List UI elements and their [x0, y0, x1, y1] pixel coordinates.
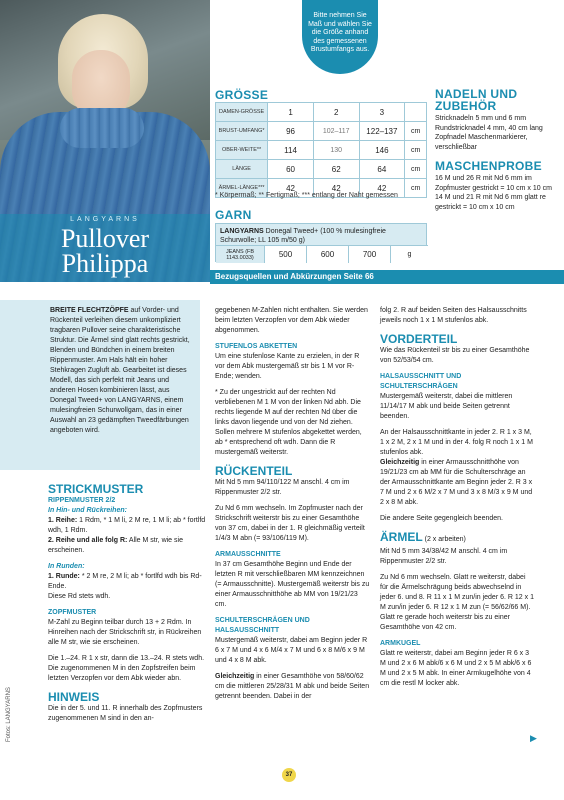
- gleichzeitig-label: Gleichzeitig: [215, 673, 255, 680]
- unit-cell: g: [390, 246, 428, 263]
- table-cell: 42: [313, 179, 359, 198]
- needles-text: Stricknadeln 5 mm und 6 mm Rundstricknadel 4 mm, 40 cm lang Zopfnadel Maschenmarkierer, verschließbar: [435, 115, 543, 151]
- reference-bar: Bezugsquellen und Abkürzungen Seite 66: [210, 270, 564, 284]
- page-number: 37: [282, 768, 296, 782]
- heading-aermel: [380, 530, 535, 547]
- paragraph: Die andere Seite gegengleich beenden.: [380, 515, 503, 522]
- table-cell: 42: [268, 179, 314, 198]
- round-1-label: 1. Runde:: [48, 573, 80, 580]
- paragraph-text: An der Halsausschnittkante in jeder 2. R 1 x 3 M, 1 x 2 M, 2 x 1 M und in der 4. folg R noch 1 x 1 M stufenlos abk.: [380, 429, 533, 456]
- yarn-text: Donegal Tweed+ (100 % mulesingfreie Schurwolle; LL 105 m/50 g): [220, 228, 386, 244]
- column-1: [48, 478, 206, 730]
- heading-armausschnitte: ARMAUSSCHNITTE: [215, 551, 281, 558]
- continue-arrow-icon: ▶: [530, 733, 537, 743]
- aermel-note: (2 x arbeiten): [422, 536, 466, 543]
- paragraph: Mit Nd 5 mm 34/38/42 M anschl. 4 cm im Rippenmuster 2/2 str.: [380, 548, 508, 565]
- table-row: [216, 122, 427, 141]
- paragraph: Die 1.–24. R 1 x str, dann die 13.–24. R stets wdh. Die zugenommenen M in den Zopfstreifen beim letzten Verzopfen vor dem Abk wieder abn.: [48, 655, 205, 682]
- paragraph: [380, 428, 535, 508]
- column-2: [215, 306, 370, 708]
- heading-schulter: SCHULTERSCHRÄGEN UND HALSAUSSCHNITT: [215, 617, 310, 634]
- unit-cell: [405, 103, 427, 122]
- paragraph: Mustergemäß weiterstr, dabei am Beginn jeder R 6 x 7 M und 4 x 6 M/4 x 7 M und 6 x 8 M/6 x 9 M und 4 x 8 M abk.: [215, 637, 368, 664]
- photo-credit: Fotos: LANGYARNS: [6, 687, 12, 742]
- paragraph: [48, 516, 206, 556]
- heading-strickmuster: STRICKMUSTER: [48, 482, 144, 496]
- paragraph: M-Zahl zu Beginn teilbar durch 13 + 2 Rdm. In Hinreihen nach der Strickschrift str, in Rückreihen alle M str, wie sie erscheinen.: [48, 619, 202, 646]
- size-footnote: * Körpermaß; ** Fertigmaß; *** entlang der Naht gemessen: [215, 192, 398, 199]
- column-3: [380, 306, 535, 695]
- section-title-gauge: MASCHENPROBE: [435, 159, 542, 173]
- unit-cell: cm: [405, 122, 427, 141]
- intro-lead: BREITE FLECHTZÖPFE: [50, 307, 129, 314]
- yarn-amount: 600: [306, 246, 348, 263]
- paragraph: Zu Nd 6 mm wechseln. Im Zopfmuster nach der Strickschrift weiterstr bis zu einer Gesamthöhe von 37 cm, dabei in der 1. R gleichmäßig verteilt 1/4/3 M abn (= 93/106/119 M).: [215, 505, 365, 542]
- title-line-1: Pullover: [60, 224, 150, 253]
- row-label: DAMEN-GRÖSSE: [216, 103, 268, 122]
- table-cell: 122–137: [359, 122, 405, 141]
- table-cell: 3: [359, 103, 405, 122]
- row-label: BRUST-UMFANG*: [216, 122, 268, 141]
- paragraph: Zu Nd 6 mm wechseln. Glatt re weiterstr, dabei für die Ärmelschrägung beids abwechselnd in jeder 6. und 8. R 11 x 1 M zun/in jeder 6. R 12 x 1 M zun/in jeder 6. R 12 x 1 M zun (= 56/62/66 M). Glatt re gerade hoch weiterstr bis zu einer Gesamthöhe von 42 cm.: [380, 574, 534, 631]
- intro-text: [50, 306, 196, 436]
- heading-zopfmuster: ZOPFMUSTER: [48, 609, 97, 616]
- yarn-amount: 700: [348, 246, 390, 263]
- table-cell: 42: [359, 179, 405, 198]
- row-label: LÄNGE: [216, 160, 268, 179]
- table-cell: 130: [313, 141, 359, 160]
- paragraph: * Zu der ungestrickt auf der rechten Nd verbliebenen M 1 M von der linken Nd abh. Die rechts liegende M auf der rechten Nd über die links davon liegende und von der Nd ziehen. Sollen mehrere M stufenlos abgekettet werden, ab * entsprechend oft wdh. Dann die R mustergemäß weiterstr.: [215, 389, 362, 456]
- paragraph: Glatt re weiterstr, dabei am Beginn jeder R 6 x 3 M und 2 x 6 M abk/6 x 6 M und 2 x 5 M abk/6 x 6 M und 2 x 5 M abk. In einer Armkugelhöhe von 4 cm die restl M locker abk.: [380, 650, 532, 687]
- heading-hinweis: HINWEIS: [48, 690, 100, 704]
- table-cell: 62: [313, 160, 359, 179]
- row-label: OBER-WEITE**: [216, 141, 268, 160]
- unit-cell: cm: [405, 160, 427, 179]
- row-label: ÄRMEL-LÄNGE***: [216, 179, 268, 198]
- table-row: [216, 103, 427, 122]
- heading-stufenlos: STUFENLOS ABKETTEN: [215, 343, 298, 350]
- paragraph: In 37 cm Gesamthöhe Beginn und Ende der letzten R mit verschließbaren MM kennzeichnen (= Armausschnitte). Mustergemäß weiterstr bis zu einer Armausschnitthöhe ab MM von 19/21/23 cm.: [215, 561, 370, 608]
- section-title-needles: NADELN UND ZUBEHÖR: [435, 87, 518, 113]
- table-cell: 102–117: [313, 122, 359, 141]
- turtleneck-collar: [60, 108, 144, 148]
- paragraph: Die in der 5. und 11. R innerhalb des Zopfmusters zugenommenen M sind in den an-: [48, 705, 203, 722]
- paragraph: Wie das Rückenteil str bis zu einer Gesamthöhe von 52/53/54 cm.: [380, 347, 530, 364]
- yarn-amount: 500: [264, 246, 306, 263]
- table-row: [216, 141, 427, 160]
- row-2-text: Alle M str, wie sie erscheinen.: [48, 537, 183, 554]
- row-1-label: 1. Reihe:: [48, 517, 78, 524]
- gleichzeitig-label: Gleichzeitig: [380, 459, 420, 466]
- paragraph: gegebenen M-Zahlen nicht enthalten. Sie werden beim letzten Verzopfen vor dem Abk wieder abgenommen.: [215, 307, 368, 334]
- section-title-yarn: GARN: [215, 208, 252, 222]
- yarn-description: [220, 227, 424, 245]
- row-2-label: 2. Reihe und alle folg R:: [48, 537, 128, 544]
- table-cell: 146: [359, 141, 405, 160]
- unit-cell: cm: [405, 179, 427, 198]
- brand-label: LANGYARNS: [70, 216, 140, 223]
- paragraph: Mit Nd 5 mm 94/110/122 M anschl. 4 cm im Rippenmuster 2/2 str.: [215, 479, 350, 496]
- title-line-2: Philippa: [61, 249, 149, 278]
- pattern-title: [0, 226, 210, 276]
- yarn-quantity-row: [216, 245, 428, 263]
- subheading-rippenmuster: RIPPENMUSTER 2/2: [48, 497, 116, 504]
- table-cell: 2: [313, 103, 359, 122]
- yarn-box: [215, 223, 427, 262]
- paragraph-text: in einer Armausschnitthöhe von 19/21/23 cm ab MM für die Schulterschräge an der Armausschnittkante am Beginn jeder 2. R 3 x 7 M und 2 x 6 M/2 x 7 M und 3 x 8 M/3 x 9 M und 2 x 8 M abk.: [380, 459, 533, 506]
- table-row: [216, 160, 427, 179]
- row-1-text: 1 Rdm, * 1 M li, 2 M re, 1 M li; ab * fortlfd wdh, 1 Rdm.: [48, 517, 206, 534]
- gauge-text: 16 M und 26 R mit Nd 6 mm im Zopfmuster gestrickt = 10 cm x 10 cm 14 M und 21 R mit Nd 6 mm glatt re gestrickt = 10 cm x 10 cm: [435, 175, 552, 211]
- heading-rueckenteil: RÜCKENTEIL: [215, 464, 293, 478]
- subheading-in-runden: In Runden:: [48, 563, 85, 570]
- heading-armkugel: ARMKUGEL: [380, 640, 421, 647]
- paragraph: folg 2. R auf beiden Seiten des Halsausschnitts jeweils noch 1 x 1 M stufenlos abk.: [380, 307, 527, 324]
- size-table: [215, 102, 427, 198]
- paragraph: [48, 572, 206, 602]
- table-cell: 114: [268, 141, 314, 160]
- round-repeat-text: Diese Rd stets wdh.: [48, 593, 111, 600]
- table-cell: 1: [268, 103, 314, 122]
- round-1-text: * 2 M re, 2 M li; ab * fortlfd wdh bis Rd-Ende.: [48, 573, 202, 590]
- size-hint-bubble: Bitte nehmen Sie Maß und wählen Sie die Größe anhand des gemessenen Brustumfangs aus.: [302, 0, 378, 74]
- heading-vorderteil: VORDERTEIL: [380, 332, 458, 346]
- table-cell: 96: [268, 122, 314, 141]
- section-title-size: GRÖSSE: [215, 88, 269, 102]
- table-cell: 60: [268, 160, 314, 179]
- yarn-brand: LANGYARNS: [220, 228, 264, 235]
- paragraph: Mustergemäß weiterstr, dabei die mittleren 11/14/17 M abk und beide Seiten getrennt beenden.: [380, 393, 513, 420]
- intro-body: auf Vorder- und Rückenteil verleihen diesem unkompliziert tragbaren Pullover seine charakteristische Struktur. Die Ärmel sind glatt rechts gestrickt, Blenden und Bündchen in einem breiten Rippenmuster. Am Hals hält ein hoher Stehkragen Zugluft ab. Gearbeitet ist dieses Modell, das sich perfekt mit Jeans und anderen Hosen kombinieren lässt, aus Donegal Tweed+ von LANGYARNS, einem mulesingfreien Schurwollgarn, das in einer Auswahl an 23 gedämpften Tweedfärbungen angeboten wird.: [50, 307, 190, 434]
- aermel-title: ÄRMEL: [380, 530, 423, 544]
- paragraph: [215, 672, 370, 702]
- subheading-hin-rueck: In Hin- und Rückreihen:: [48, 507, 127, 514]
- unit-cell: cm: [405, 141, 427, 160]
- side-column: [435, 88, 561, 220]
- paragraph: Um eine stufenlose Kante zu erzielen, in der R vor dem Abk mustergemäß str bis 1 M vor R-Ende; wenden.: [215, 353, 360, 380]
- paragraph-text: in einer Gesamthöhe von 58/60/62 cm die mittleren 25/28/31 M abk und beide Seiten getrennt beenden. Dabei in der: [215, 673, 370, 700]
- color-label: JEANS (FB 1143.0033): [216, 246, 264, 263]
- heading-halsausschnitt: HALSAUSSCHNITT UND SCHULTERSCHRÄGEN: [380, 373, 462, 390]
- table-cell: 64: [359, 160, 405, 179]
